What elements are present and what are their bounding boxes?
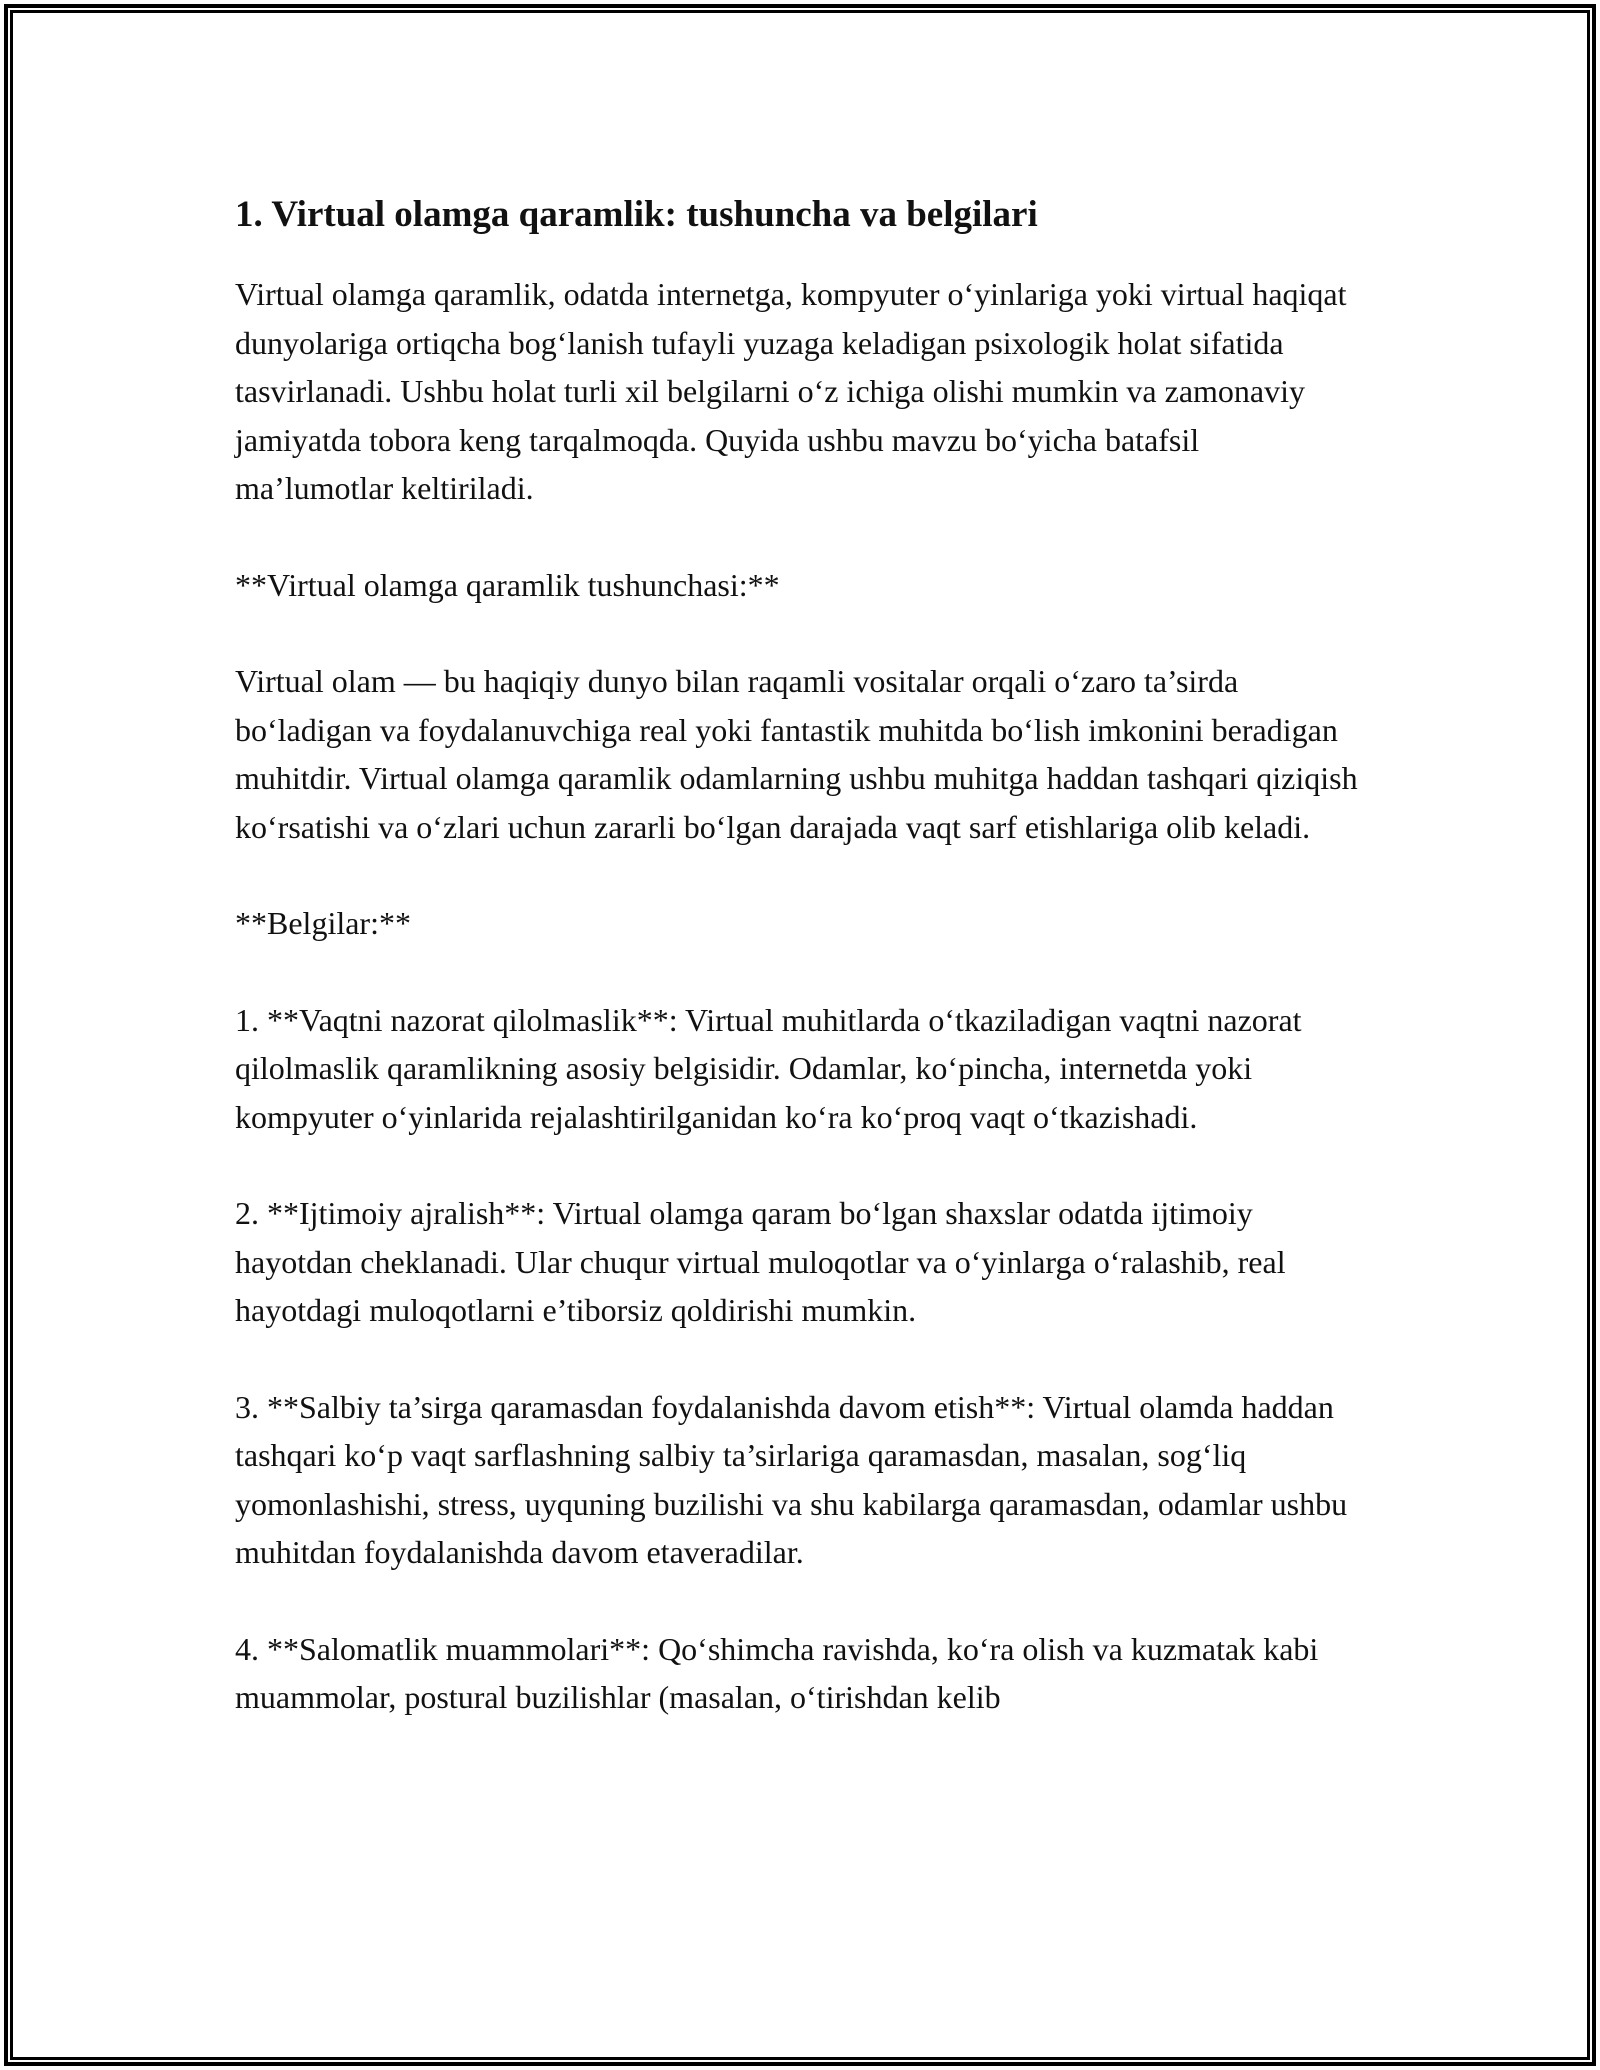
concept-paragraph: Virtual olam — bu haqiqiy dunyo bilan raqamli vositalar orqali o‘zaro ta’sirda bo‘ladigan va foydalanuvchiga real yoki fantastik muhitda bo‘lish imkonini beradigan muhitdir. Virtual olamga qaramlik odamlarning ushbu muhitga haddan tashqari qiziqish ko‘rsatishi va o‘zlari uchun zararli bo‘lgan darajada vaqt sarf etishlariga olib keladi. (235, 663, 1358, 845)
document-body (235, 188, 1365, 1770)
sign-item-3: 3. **Salbiy ta’sirga qaramasdan foydalanishda davom etish**: Virtual olamda haddan tashqari ko‘p vaqt sarflashning salbiy ta’sirlariga qaramasdan, masalan, sog‘liq yomonlashishi, stress, uyquning buzilishi va shu kabilarga qaramasdan, odamlar ushbu muhitdan foydalanishda davom etaveradilar. (235, 1388, 1348, 1570)
sign-item-2: 2. **Ijtimoiy ajralish**: Virtual olamga qaram bo‘lgan shaxslar odatda ijtimoiy hayotdan cheklanadi. Ular chuqur virtual muloqotlar va o‘yinlarga o‘ralashib, real hayotdagi muloqotlarni e’tiborsiz qoldirishi mumkin. (235, 1195, 1286, 1328)
sign-item-4: 4. **Salomatlik muammolari**: Qo‘shimcha ravishda, ko‘ra olish va kuzmatak kabi muammolar, postural buzilishlar (masalan, o‘tirishdan kelib (235, 1630, 1319, 1715)
section-heading: 1. Virtual olamga qaramlik: tushuncha va belgilari (235, 194, 1038, 235)
concept-subheading: **Virtual olamga qaramlik tushunchasi:** (235, 566, 780, 603)
sign-item-1: 1. **Vaqtni nazorat qilolmaslik**: Virtual muhitlarda o‘tkaziladigan vaqtni nazorat qilolmaslik qaramlikning asosiy belgisidir. Odamlar, ko‘pincha, internetda yoki kompyuter o‘yinlarida rejalashtirilganidan ko‘ra ko‘proq vaqt o‘tkazishadi. (235, 1001, 1302, 1135)
intro-paragraph: Virtual olamga qaramlik, odatda internetga, kompyuter o‘yinlariga yoki virtual haqiqat dunyolariga ortiqcha bog‘lanish tufayli yuzaga keladigan psixologik holat sifatida tasvirlanadi. Ushbu holat turli xil belgilarni o‘z ichiga olishi mumkin va zamonaviy jamiyatda tobora keng tarqalmoqda. Quyida ushbu mavzu bo‘yicha batafsil ma’lumotlar keltiriladi. (235, 276, 1347, 506)
signs-subheading: **Belgilar:** (235, 905, 411, 941)
